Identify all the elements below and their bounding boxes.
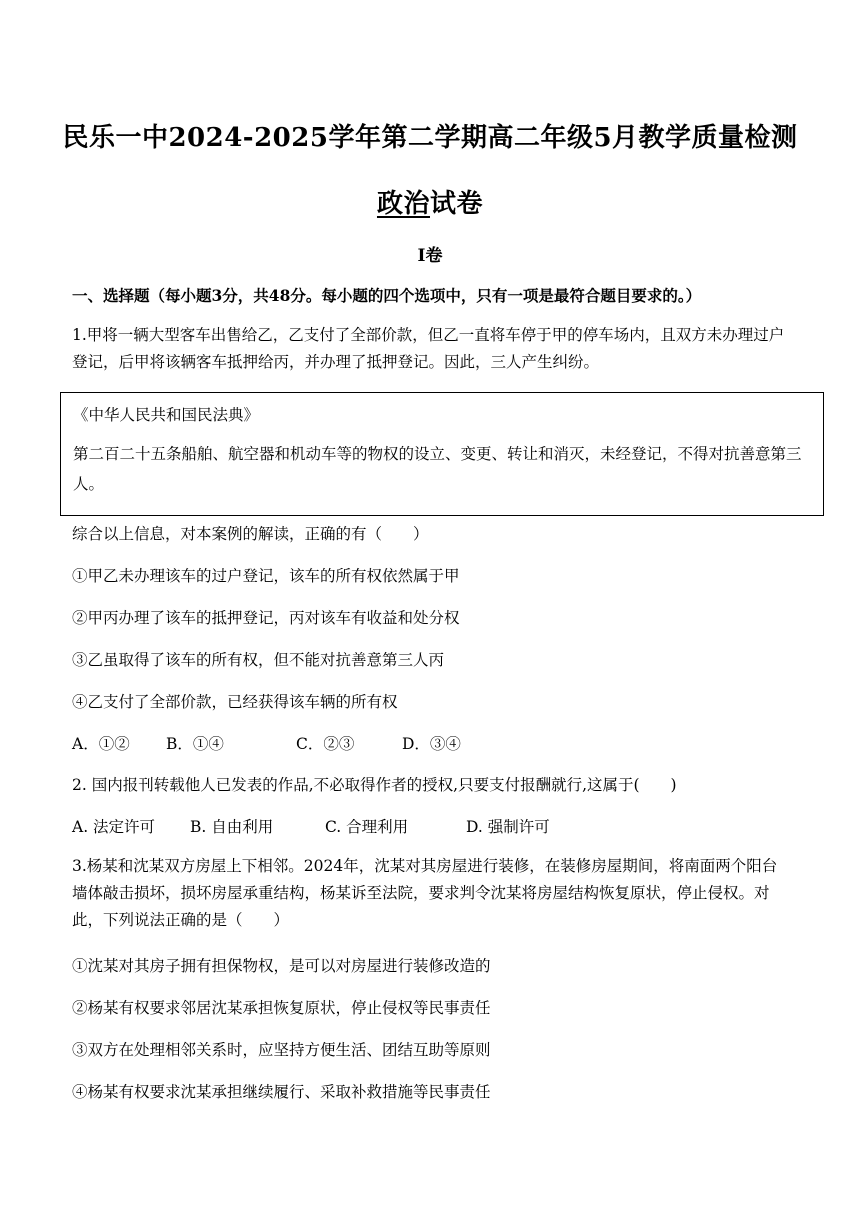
q1-statement-1: ①甲乙未办理该车的过户登记，该车的所有权依然属于甲: [72, 567, 460, 585]
law-title: 《中华人民共和国民法典》: [73, 406, 260, 424]
section-heading: 一、选择题（每小题3分，共48分。每小题的四个选项中，只有一项是最符合题目要求的。）: [72, 286, 702, 305]
q2-option-a[interactable]: A. 法定许可: [72, 818, 156, 836]
q1-option-c[interactable]: C．②③: [296, 735, 355, 753]
q1-statement-4: ④乙支付了全部价款，已经获得该车辆的所有权: [72, 693, 398, 711]
q3-stem: 3.杨某和沈某双方房屋上下相邻。2024年，沈某对其房屋进行装修，在装修房屋期间，将南面两个阳台墙体敲击损坏，损坏房屋承重结构，杨某诉至法院，要求判令沈某将房屋结构恢复原状，停止侵权。对此，下列说法正确的是（ ）: [72, 857, 778, 929]
q2-stem: 2. 国内报刊转载他人已发表的作品,不必取得作者的授权,只要支付报酬就行,这属于( ): [72, 776, 677, 794]
q2-option-c[interactable]: C. 合理利用: [325, 818, 409, 836]
q3-statement-2: ②杨某有权要求邻居沈某承担恢复原状，停止侵权等民事责任: [72, 999, 491, 1017]
q1-option-d[interactable]: D．③④: [402, 735, 461, 753]
exam-title: 民乐一中2024-2025学年第二学期高二年级5月教学质量检测: [62, 123, 798, 153]
q3-statement-4: ④杨某有权要求沈某承担继续履行、采取补救措施等民事责任: [72, 1083, 491, 1101]
q3-statement-1: ①沈某对其房子拥有担保物权，是可以对房屋进行装修改造的: [72, 957, 491, 975]
q1-prompt: 综合以上信息，对本案例的解读，正确的有（ ）: [72, 525, 429, 543]
q2-option-d[interactable]: D. 强制许可: [466, 818, 550, 836]
paper-word: 试卷: [430, 189, 484, 219]
q1-option-a[interactable]: A．①②: [72, 735, 130, 753]
q1-statement-2: ②甲丙办理了该车的抵押登记，丙对该车有收益和处分权: [72, 609, 460, 627]
q1-statement-3: ③乙虽取得了该车的所有权，但不能对抗善意第三人丙: [72, 651, 445, 669]
q1-option-b[interactable]: B．①④: [166, 735, 224, 753]
law-text: 第二百二十五条船舶、航空器和机动车等的物权的设立、变更、转让和消灭，未经登记，不得对抗善意第三人。: [73, 445, 802, 493]
law-quote-box: [60, 392, 824, 516]
exam-subtitle: [0, 183, 860, 220]
q2-option-b[interactable]: B. 自由利用: [190, 818, 274, 836]
part-label: Ⅰ卷: [417, 246, 443, 266]
subject-name: 政治: [376, 189, 430, 219]
q3-statement-3: ③双方在处理相邻关系时，应坚持方便生活、团结互助等原则: [72, 1041, 491, 1059]
q1-stem: 1.甲将一辆大型客车出售给乙，乙支付了全部价款，但乙一直将车停于甲的停车场内，且双方未办理过户登记，后甲将该辆客车抵押给丙，并办理了抵押登记。因此，三人产生纠纷。: [72, 326, 785, 371]
